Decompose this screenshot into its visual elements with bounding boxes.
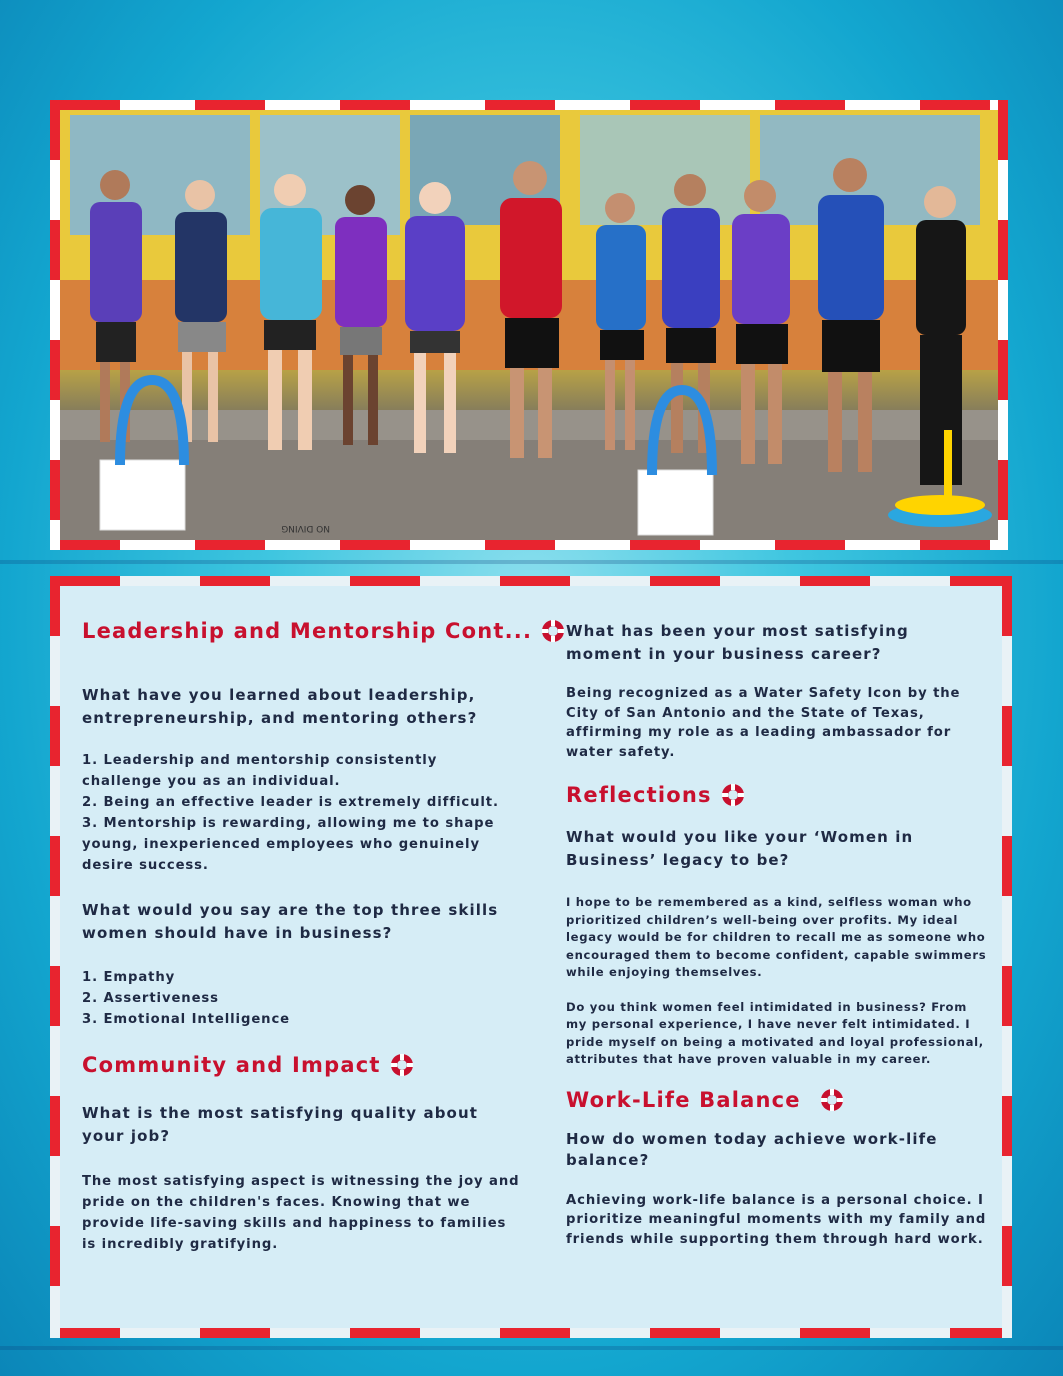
answer-top-skills-list	[82, 967, 522, 1030]
stripe-border-bottom	[50, 1328, 1012, 1338]
question-leadership: What have you learned about leadership, entrepreneurship, and mentoring others?	[82, 686, 478, 727]
question-satisfying-quality: What is the most satisfying quality about your job?	[82, 1104, 479, 1145]
answer-intimidated: Do you think women feel intimidated in business? From my personal experience, I have never felt intimidated. I pride myself on being a motivated and loyal professional, attributes that have proven valuable in my career.	[566, 999, 984, 1066]
section-heading-reflections: Reflections	[566, 782, 990, 808]
team-photo-frame	[50, 100, 1008, 550]
list-item: 1. Empathy	[82, 970, 176, 985]
list-item: 1. Leadership and mentorship consistently challenge you as an individual.	[82, 753, 438, 789]
answer-legacy: I hope to be remembered as a kind, selfless woman who prioritized children’s well-being over profits. My ideal legacy would be for children to recall me as someone who encouraged them to become confident, capable swimmers while enjoying themselves.	[566, 895, 987, 979]
life-ring-icon	[720, 782, 746, 808]
section-heading-work-life: Work-Life Balance	[566, 1087, 990, 1113]
article-card	[50, 576, 1012, 1338]
list-item: 3. Emotional Intelligence	[82, 1012, 291, 1027]
answer-satisfying-quality: The most satisfying aspect is witnessing the joy and pride on the children's faces. Knowing that we provide life-saving skills and happiness to families is incredibly gratifying.	[82, 1174, 520, 1252]
stripe-border-left	[50, 576, 60, 1338]
section-heading-leadership: Leadership and Mentorship Cont...	[82, 618, 522, 644]
question-top-skills: What would you say are the top three skills women should have in business?	[82, 901, 499, 942]
section-heading-community: Community and Impact	[82, 1052, 522, 1078]
pool-lane-line	[0, 560, 1063, 564]
right-column	[566, 620, 990, 1249]
answer-satisfying-moment: Being recognized as a Water Safety Icon by the City of San Antonio and the State of Texas, affirming my role as a leading ambassador for water safety.	[566, 686, 961, 760]
list-item: 2. Being an effective leader is extremely difficult.	[82, 795, 499, 810]
answer-leadership-list	[82, 750, 522, 876]
list-item: 2. Assertiveness	[82, 991, 219, 1006]
team-photo	[60, 110, 998, 540]
pool-lane-line	[0, 1346, 1063, 1350]
left-column	[82, 618, 533, 1255]
answer-work-life: Achieving work-life balance is a personal choice. I prioritize meaningful moments with my family and friends while supporting them through hard work.	[566, 1192, 987, 1247]
question-legacy: What would you like your ‘Women in Business’ legacy to be?	[566, 828, 914, 869]
life-ring-icon	[819, 1087, 845, 1113]
stripe-border-top	[50, 576, 1012, 586]
question-satisfying-moment: What has been your most satisfying moment in your business career?	[566, 622, 909, 663]
stripe-border-right	[1002, 576, 1012, 1338]
team-photo-illustration	[60, 110, 998, 540]
list-item: 3. Mentorship is rewarding, allowing me to shape young, inexperienced employees who genuinely desire success.	[82, 816, 495, 873]
question-work-life: How do women today achieve work-life balance?	[566, 1129, 938, 1169]
banner-text: NO DIVING	[281, 523, 330, 533]
life-ring-icon	[389, 1052, 415, 1078]
life-ring-icon	[540, 618, 566, 644]
